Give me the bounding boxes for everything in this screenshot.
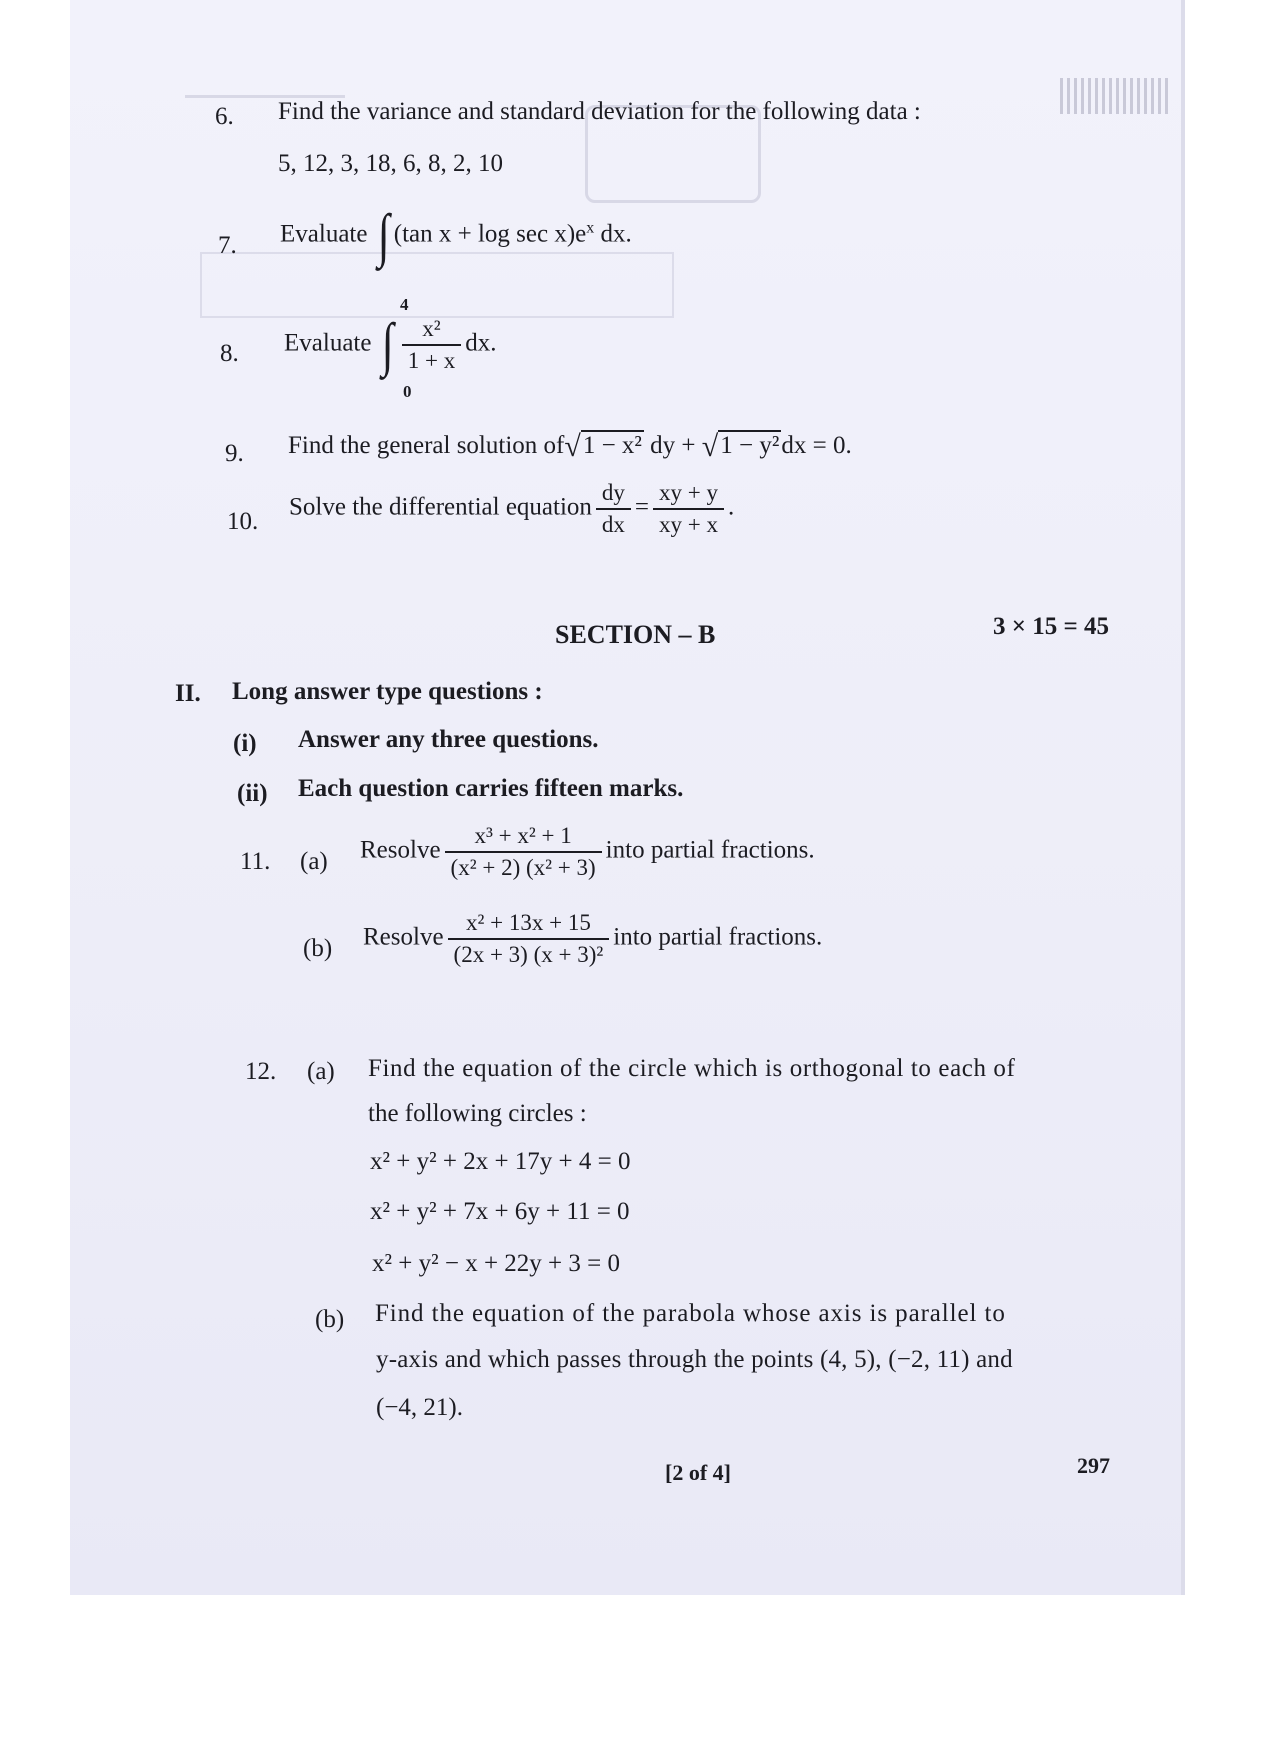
note-ii-text: Each question carries fifteen marks. [298,775,684,802]
q12a-line2: the following circles : [368,1100,587,1127]
q9-radicand-1: 1 − x² [582,432,642,459]
q8-expression [284,311,497,378]
q12b-line1: Find the equation of the parabola whose axis is parallel to [375,1300,1006,1327]
q11a-label: (a) [300,848,328,875]
note-i-text: Answer any three questions. [298,726,599,753]
q8-denominator: 1 + x [407,348,456,373]
q12a-line1: Find the equation of the circle which is orthogonal to each of [368,1055,1016,1082]
integral-sign: ∫ [381,311,394,378]
q7-expression [280,202,632,269]
q7-exponent: x [586,219,595,237]
section-roman-numeral: II. [175,680,201,707]
q10-left-fraction [596,480,631,538]
note-i-number: (i) [233,730,257,757]
q8-label: Evaluate [284,329,372,357]
section-b-heading: Long answer type questions : [232,678,543,705]
q11a-fraction [445,823,602,881]
q7-integrand: (tan x + log sec x)e [393,220,587,248]
q10-number: 10. [227,508,259,535]
q10-expression [289,480,734,538]
q11b-tail: into partial fractions. [613,923,823,951]
q10-right-fraction [653,480,724,538]
q10-equals: = [634,493,650,521]
q10-right-numerator: xy + y [653,480,724,510]
integral-sign: ∫ [377,202,390,269]
q12b-line2: y-axis and which passes through the points (4, 5), (−2, 11) and [376,1346,1013,1373]
q9-middle: dy + [643,432,702,459]
q11b-denominator: (2x + 3) (x + 3)² [453,942,604,967]
page-edge [1181,0,1185,1595]
q8-numerator: x² [402,316,461,346]
q11b-numerator: x² + 13x + 15 [448,910,610,940]
q12b-line3: (−4, 21). [376,1394,463,1421]
q10-left-numerator: dy [596,480,631,510]
q8-lower-limit: 0 [403,382,412,401]
note-ii-number: (ii) [237,780,268,807]
q6-data: 5, 12, 3, 18, 6, 8, 2, 10 [278,150,503,177]
q11a-numerator: x³ + x² + 1 [445,823,602,853]
q8-number: 8. [220,340,239,367]
q10-left-denominator: dx [601,512,625,537]
q11b-word: Resolve [363,923,444,951]
q9-label: Find the general solution of [288,432,565,459]
q11-number: 11. [240,848,271,875]
q11a-expression [360,823,815,881]
paper-code: 297 [1077,1453,1110,1478]
q11b-fraction [448,910,610,968]
q10-right-denominator: xy + x [659,512,719,537]
radical-sign: √ [701,430,719,463]
radical-sign: √ [564,430,581,463]
q7-label: Evaluate [280,220,368,248]
q9-number: 9. [225,440,244,467]
q9-radicand-2: 1 − y² [720,432,780,459]
q7-number: 7. [218,232,237,259]
q11b-label: (b) [303,935,333,962]
q10-tail: . [728,493,735,521]
q8-upper-limit: 4 [400,295,409,314]
q11a-word: Resolve [360,836,441,864]
q11a-tail: into partial fractions. [605,836,815,864]
q12b-label: (b) [315,1306,345,1333]
q12a-circle-2: x² + y² + 7x + 6y + 11 = 0 [370,1198,630,1225]
q6-text: Find the variance and standard deviation for the following data : [278,98,921,125]
q9-expression [288,430,852,464]
q10-label: Solve the differential equation [289,493,592,521]
q12a-label: (a) [307,1058,335,1085]
q6-number: 6. [215,103,234,130]
section-b-marks: 3 × 15 = 45 [993,613,1109,640]
q8-fraction [402,316,461,374]
q12a-circle-3: x² + y² − x + 22y + 3 = 0 [372,1250,620,1277]
q12a-circle-1: x² + y² + 2x + 17y + 4 = 0 [370,1148,631,1175]
page-number: [2 of 4] [665,1460,731,1485]
q11b-expression [363,910,822,968]
q11a-denominator: (x² + 2) (x² + 3) [450,855,596,880]
q9-tail: dx = 0. [781,432,852,459]
q8-tail: dx. [465,329,497,357]
q12-number: 12. [245,1058,277,1085]
q7-tail: dx. [594,220,632,248]
section-b-title: SECTION – B [555,620,716,649]
